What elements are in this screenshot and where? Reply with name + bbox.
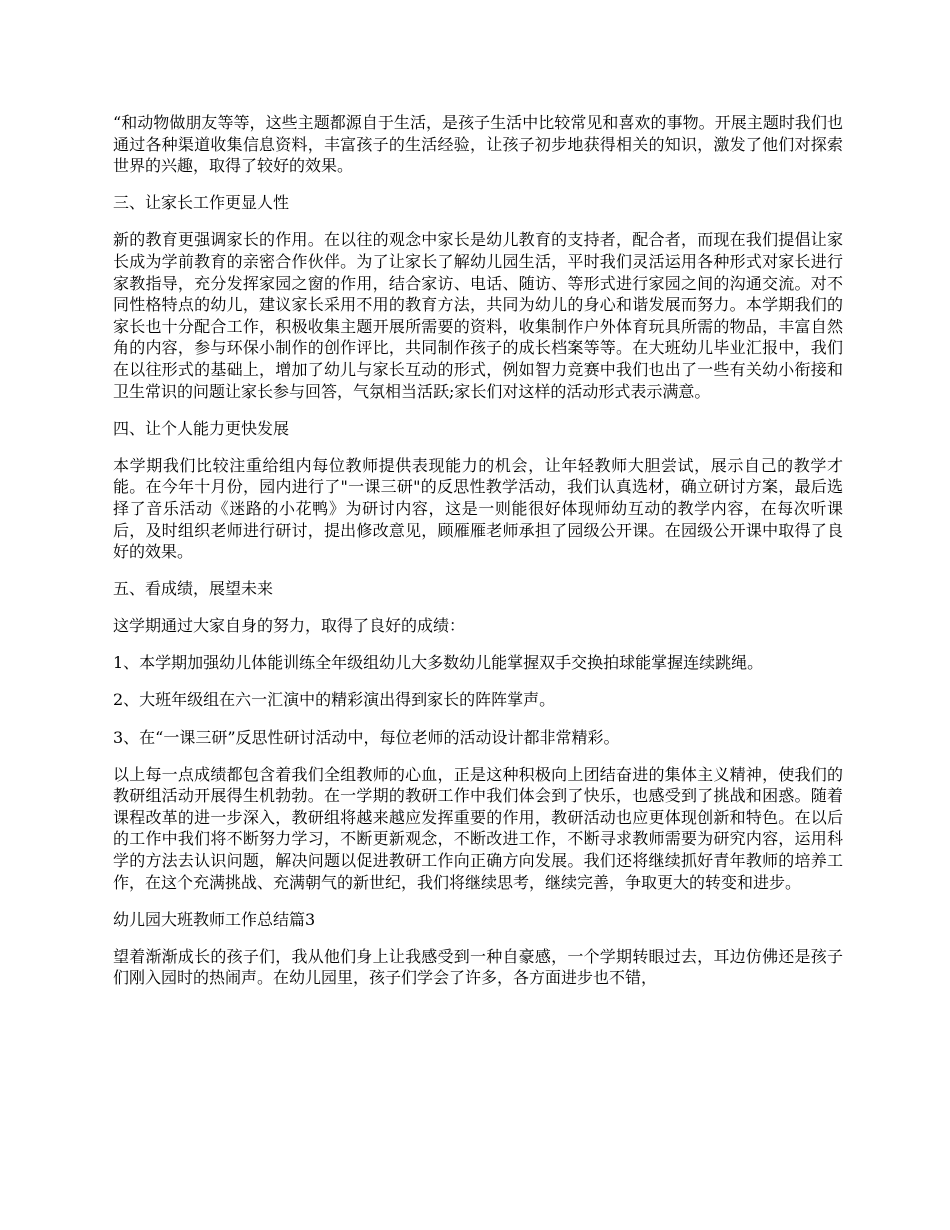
paragraph-conclusion: 以上每一点成绩都包含着我们全组教师的心血，正是这种积极向上团结奋进的集体主义精神，使我们的教研组活动开展得生机勃勃。在一学期的教研工作中我们体会到了快乐，也感受到了挑战和困惑。随着课程改革的进一步深入，教研组将越来越应发挥重要的作用，教研活动也应更体现创新和特色。在以后的工作中我们将不断努力学习，不断更新观念，不断改进工作，不断寻求教师需要为研究内容，运用科学的方法去认识问题，解决问题以促进教研工作向正确方向发展。我们还将继续抓好青年教师的培养工作，在这个充满挑战、充满朝气的新世纪，我们将继续思考，继续完善，争取更大的转变和进步。: [113, 764, 843, 892]
paragraph-part-3-intro: 望着渐渐成长的孩子们，我从他们身上让我感受到一种自豪感，一个学期转眼过去，耳边仿佛还是孩子们刚入园时的热闹声。在幼儿园里，孩子们学会了许多，各方面进步也不错，: [113, 946, 843, 988]
list-item-achievement-3: 3、在“一课三研”反思性研讨活动中，每位老师的活动设计都非常精彩。: [113, 727, 620, 747]
article-title-part-3: 幼儿园大班教师工作总结篇3: [113, 909, 316, 929]
document-page: [113, 112, 843, 1005]
section-heading-parents: 三、让家长工作更显人性: [113, 193, 290, 213]
paragraph-parents: 新的教育更强调家长的作用。在以往的观念中家长是幼儿教育的支持者，配合者，而现在我们提倡让家长成为学前教育的亲密合作伙伴。为了让家长了解幼儿园生活，平时我们灵活运用各种形式对家长进行家教指导，充分发挥家园之窗的作用，结合家访、电话、随访、等形式进行家园之间的沟通交流。对不同性格特点的幼儿，建议家长采用不用的教育方法，共同为幼儿的身心和谐发展而努力。本学期我们的家长也十分配合工作，积极收集主题开展所需要的资料，收集制作户外体育玩具所需的物品，丰富自然角的内容，参与环保小制作的创作评比，共同制作孩子的成长档案等等。在大班幼儿毕业汇报中，我们在以往形式的基础上，增加了幼儿与家长互动的形式，例如智力竞赛中我们也出了一些有关幼小衔接和卫生常识的问题让家长参与回答，气氛相当活跃;家长们对这样的活动形式表示满意。: [113, 230, 843, 401]
paragraph-themes: “和动物做朋友等等，这些主题都源自于生活，是孩子生活中比较常见和喜欢的事物。开展主题时我们也通过各种渠道收集信息资料，丰富孩子的生活经验，让孩子初步地获得相关的知识，激发了他们对探索世界的兴趣，取得了较好的效果。: [113, 113, 843, 176]
section-heading-achievements: 五、看成绩，展望未来: [113, 579, 274, 599]
list-item-achievement-2: 2、大班年级组在六一汇演中的精彩演出得到家长的阵阵掌声。: [113, 690, 556, 710]
list-item-achievement-1: 1、本学期加强幼儿体能训练全年级组幼儿大多数幼儿能掌握双手交换拍球能掌握连续跳绳。: [113, 653, 764, 673]
section-heading-personal: 四、让个人能力更快发展: [113, 418, 290, 438]
paragraph-personal: 本学期我们比较注重给组内每位教师提供表现能力的机会，让年轻教师大胆尝试，展示自己的教学才能。在今年十月份，园内进行了"一课三研"的反思性教学活动，我们认真选材，确立研讨方案，最后选择了音乐活动《迷路的小花鸭》为研讨内容，这是一则能很好体现师幼互动的教学内容，在每次听课后，及时组织老师进行研讨，提出修改意见，顾雁雁老师承担了园级公开课。在园级公开课中取得了良好的效果。: [113, 455, 843, 562]
paragraph-achievements-intro: 这学期通过大家自身的努力，取得了良好的成绩：: [113, 616, 466, 636]
